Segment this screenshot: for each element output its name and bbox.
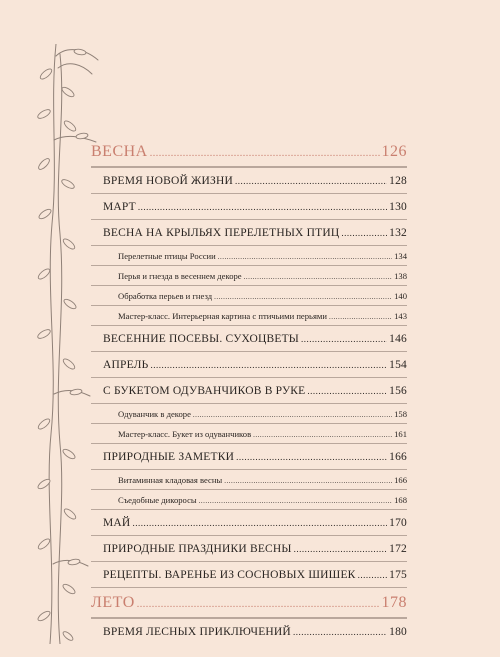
- toc-title: Витаминная кладовая весны: [118, 475, 223, 485]
- toc-entry[interactable]: [91, 220, 407, 245]
- toc-title: ЛЕТО: [91, 594, 135, 611]
- toc-page-number: 134: [394, 251, 407, 261]
- toc-title: Обработка перьев и гнезд: [118, 291, 213, 301]
- dot-leader: [199, 498, 392, 505]
- toc-title: ВЕСНА: [91, 143, 148, 160]
- toc-subentry[interactable]: [91, 266, 407, 285]
- dot-leader: [236, 453, 387, 462]
- toc-entry[interactable]: [91, 194, 407, 219]
- dot-leader: [150, 361, 387, 370]
- toc-entry[interactable]: [91, 326, 407, 351]
- dot-leader: [358, 571, 388, 580]
- toc-page-number: 178: [381, 594, 407, 611]
- dot-leader: [307, 387, 387, 396]
- toc-title: Мастер-класс. Интерьерная картина с птичьими перьями: [118, 311, 327, 321]
- toc-page-number: 130: [389, 201, 407, 213]
- toc-title: ВРЕМЯ ЛЕСНЫХ ПРИКЛЮЧЕНИЙ: [103, 626, 291, 638]
- dot-leader: [329, 314, 392, 321]
- toc-page-number: 168: [394, 495, 407, 505]
- toc-subentry[interactable]: [91, 246, 407, 265]
- toc-entry[interactable]: [91, 352, 407, 377]
- toc-title: ПРИРОДНЫЕ ПРАЗДНИКИ ВЕСНЫ: [103, 543, 292, 555]
- toc-page-number: 138: [394, 271, 407, 281]
- dot-leader: [218, 254, 392, 261]
- toc-page-number: 143: [394, 311, 407, 321]
- toc-title: ВЕСНА НА КРЫЛЬЯХ ПЕРЕЛЕТНЫХ ПТИЦ: [103, 227, 340, 239]
- toc-title: ВРЕМЯ НОВОЙ ЖИЗНИ: [103, 175, 234, 187]
- dot-leader: [253, 432, 392, 439]
- toc-page-number: 156: [389, 385, 407, 397]
- dot-leader: [301, 335, 387, 344]
- toc-title: Перелетные птицы России: [118, 251, 216, 261]
- toc-page-number: 146: [389, 333, 407, 345]
- toc-entry[interactable]: [91, 444, 407, 469]
- dot-leader: [150, 149, 380, 159]
- toc-section-heading[interactable]: [91, 137, 407, 166]
- toc-title: ПРИРОДНЫЕ ЗАМЕТКИ: [103, 451, 235, 463]
- toc-page-number: 128: [389, 175, 407, 187]
- toc-title: АПРЕЛЬ: [103, 359, 149, 371]
- dot-leader: [193, 412, 392, 419]
- dot-leader: [244, 274, 392, 281]
- toc-subentry[interactable]: [91, 404, 407, 423]
- dot-leader: [214, 294, 392, 301]
- toc-entry[interactable]: [91, 562, 407, 587]
- toc-title: Мастер-класс. Букет из одуванчиков: [118, 429, 252, 439]
- toc-title: Одуванчик в декоре: [118, 409, 191, 419]
- toc-page-number: 158: [394, 409, 407, 419]
- toc-title: ВЕСЕННИЕ ПОСЕВЫ. СУХОЦВЕТЫ: [103, 333, 300, 345]
- toc-page-number: 170: [389, 517, 407, 529]
- dot-leader: [293, 628, 387, 637]
- toc-subentry[interactable]: [91, 286, 407, 305]
- dot-leader: [294, 545, 387, 554]
- toc-entry[interactable]: [91, 536, 407, 561]
- toc-entry[interactable]: [91, 510, 407, 535]
- toc-subentry[interactable]: [91, 470, 407, 489]
- table-of-contents: [91, 137, 407, 644]
- dot-leader: [341, 229, 387, 238]
- toc-title: МАРТ: [103, 201, 136, 213]
- toc-page-number: 172: [389, 543, 407, 555]
- toc-page-number: 140: [394, 291, 407, 301]
- toc-title: С БУКЕТОМ ОДУВАНЧИКОВ В РУКЕ: [103, 385, 306, 397]
- toc-entry[interactable]: [91, 378, 407, 403]
- dot-leader: [224, 478, 392, 485]
- toc-page-number: 166: [389, 451, 407, 463]
- toc-title: Съедобные дикоросы: [118, 495, 197, 505]
- dot-leader: [138, 203, 387, 212]
- toc-entry[interactable]: [91, 168, 407, 193]
- toc-title: РЕЦЕПТЫ. ВАРЕНЬЕ ИЗ СОСНОВЫХ ШИШЕК: [103, 569, 356, 581]
- toc-subentry[interactable]: [91, 424, 407, 443]
- toc-title: Перья и гнезда в весеннем декоре: [118, 271, 242, 281]
- toc-page-number: 161: [394, 429, 407, 439]
- toc-page-number: 154: [389, 359, 407, 371]
- toc-title: МАЙ: [103, 517, 131, 529]
- toc-page-number: 175: [389, 569, 407, 581]
- toc-page-number: 132: [389, 227, 407, 239]
- dot-leader: [235, 177, 387, 186]
- toc-page-number: 166: [394, 475, 407, 485]
- toc-page-number: 180: [389, 626, 407, 638]
- toc-subentry[interactable]: [91, 490, 407, 509]
- dot-leader: [137, 600, 380, 610]
- toc-section-heading[interactable]: [91, 588, 407, 617]
- toc-subentry[interactable]: [91, 306, 407, 325]
- toc-entry[interactable]: [91, 619, 407, 644]
- toc-page-number: 126: [381, 143, 407, 160]
- dot-leader: [132, 519, 387, 528]
